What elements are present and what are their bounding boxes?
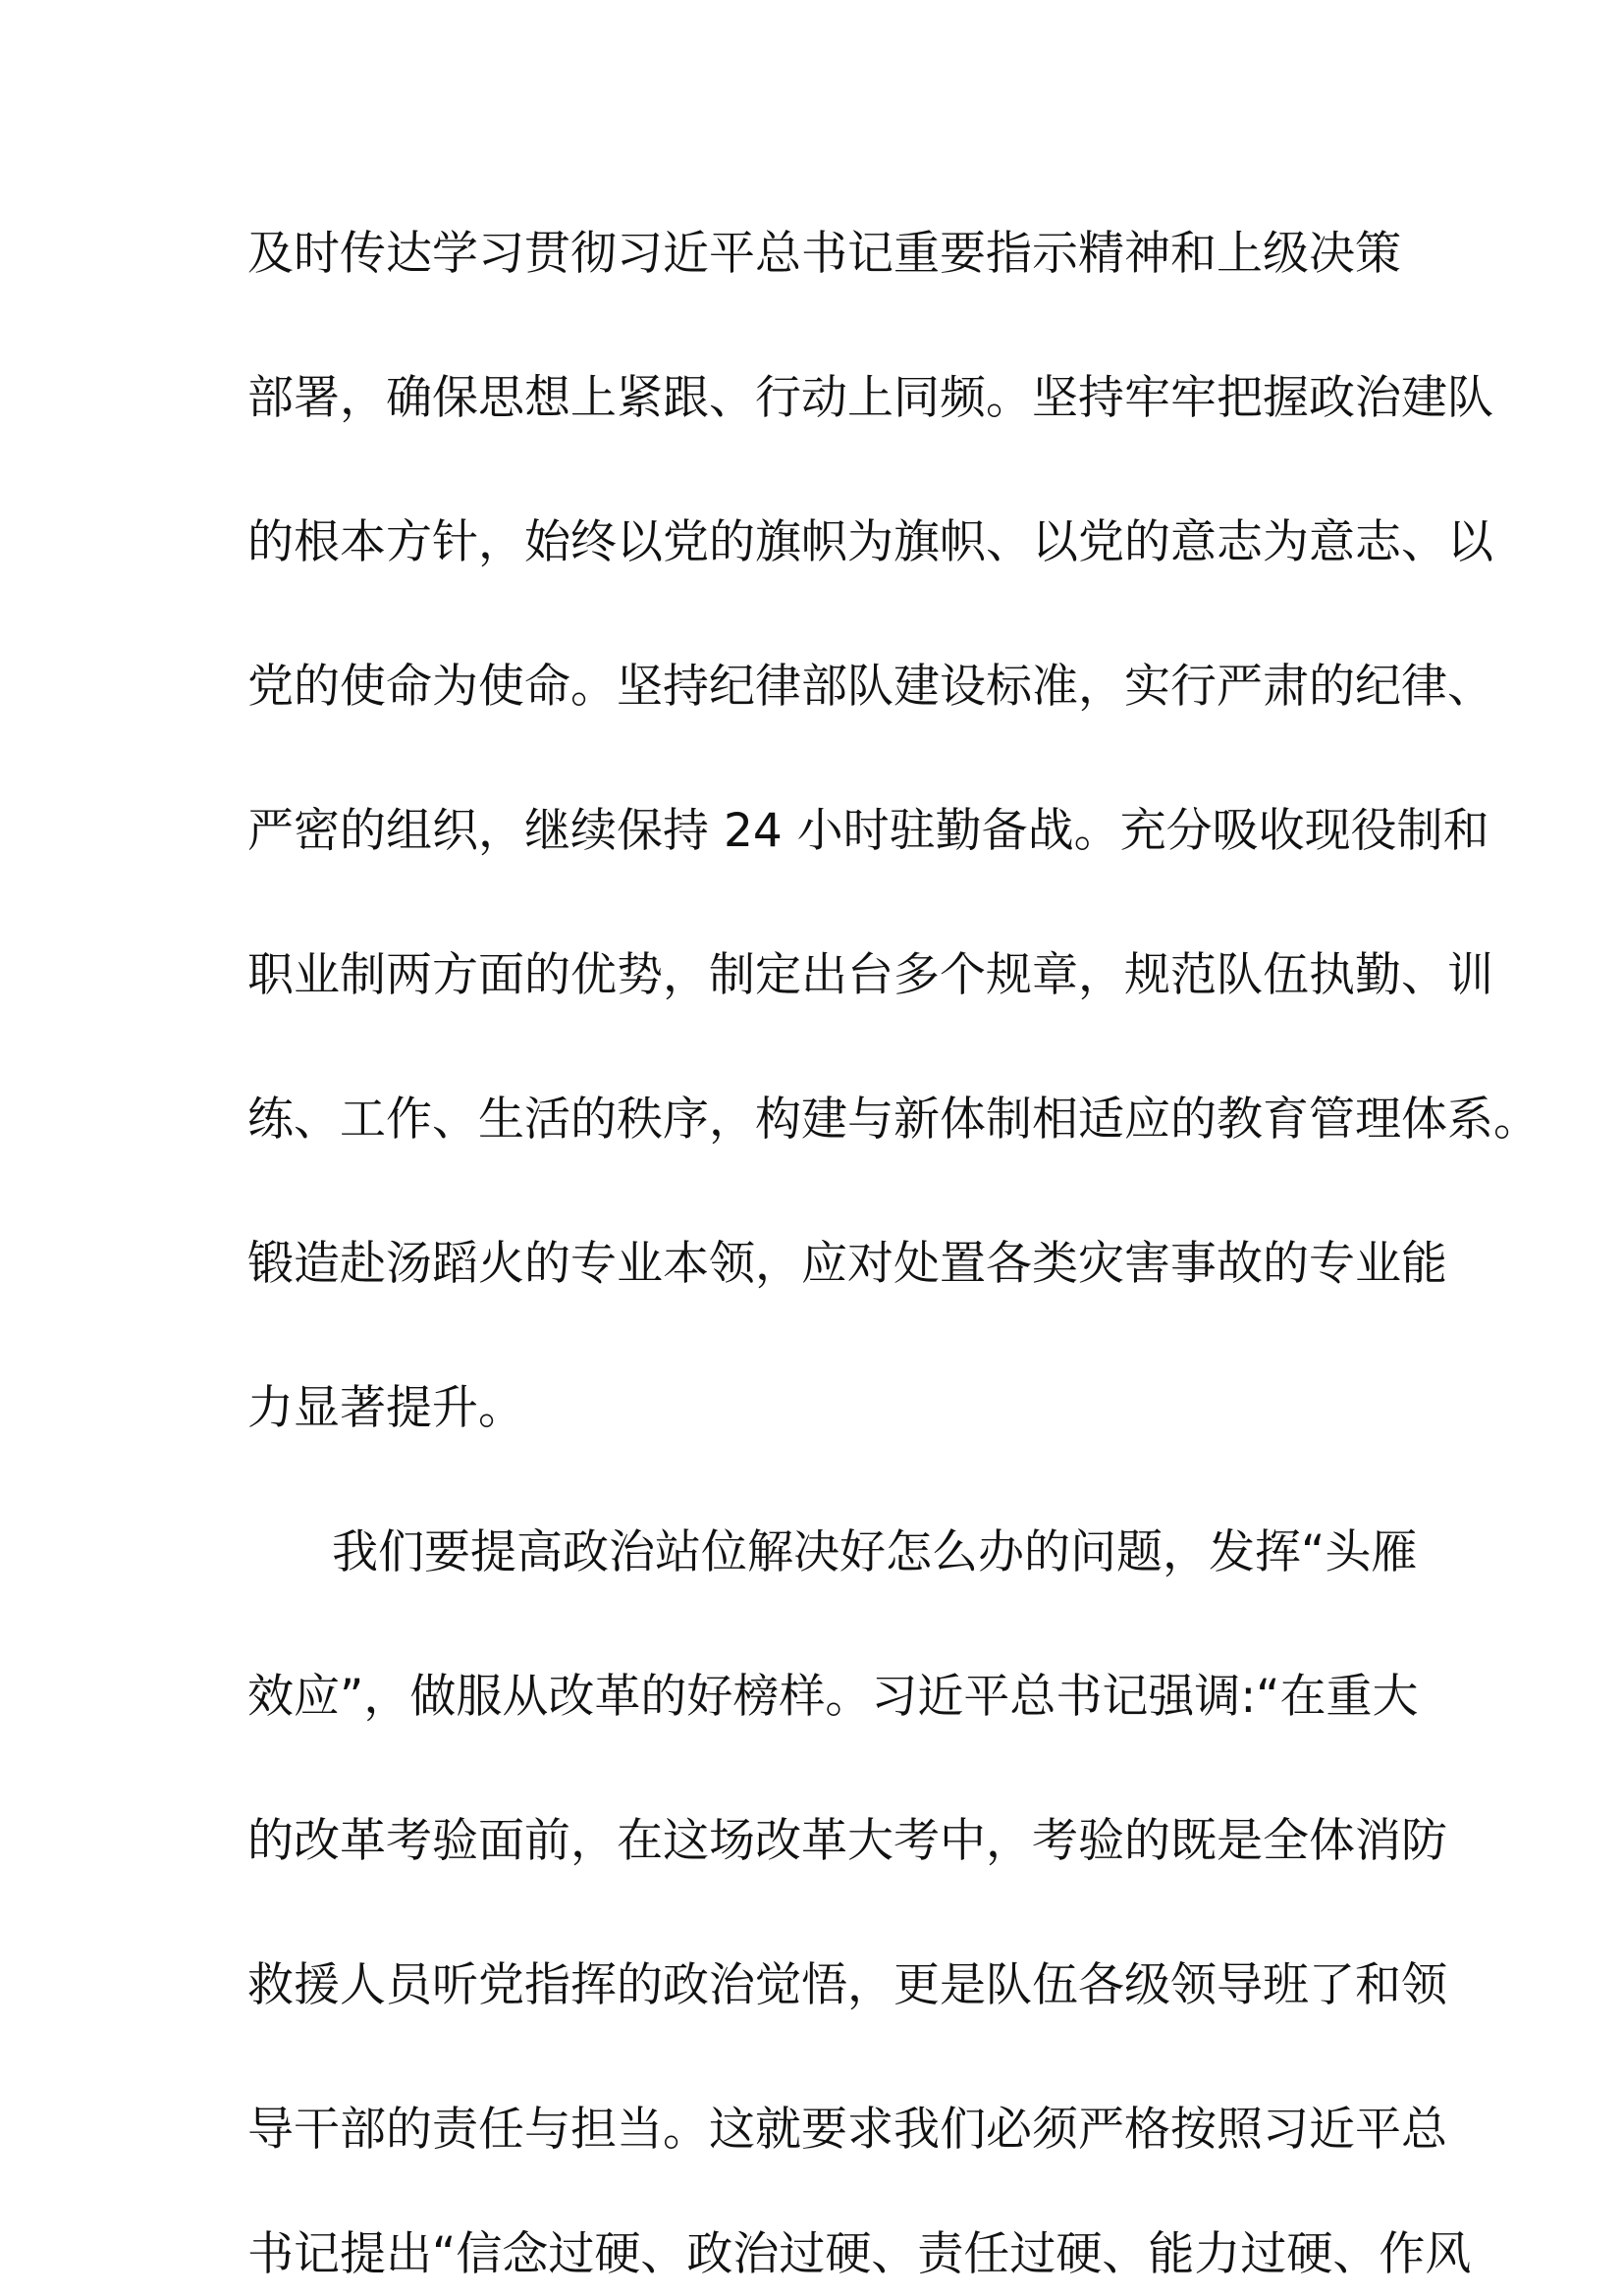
text-line-8: 锻造赴汤蹈火的专业本领，应对处置各类灾害事故的专业能	[247, 1237, 1447, 1291]
text-line-13: 救援人员听党指挥的政治觉悟，更是队伍各级领导班了和领	[247, 1958, 1447, 2012]
text-line-7: 练、工作、生活的秩序，构建与新体制相适应的教育管理体系。	[247, 1093, 1540, 1147]
text-line-10: 我们要提高政治站位解决好怎么办的问题，发挥“头雁	[332, 1525, 1418, 1579]
text-line-9: 力显著提升。	[247, 1381, 524, 1435]
text-line-6: 职业制两方面的优势，制定出台多个规章，规范队伍执勤、训	[247, 948, 1493, 1002]
text-line-4: 党的使命为使命。坚持纪律部队建设标准，实行严肃的纪律、	[247, 660, 1493, 714]
text-line-11: 效应”，做服从改革的好榜样。习近平总书记强调:“在重大	[247, 1670, 1419, 1724]
text-line-14: 导干部的责任与担当。这就要求我们必须严格按照习近平总	[247, 2103, 1447, 2157]
text-line-2: 部署，确保思想上紧跟、行动上同频。坚持牢牢把握政治建队	[247, 371, 1493, 425]
text-line-3: 的根本方针，始终以党的旗帜为旗帜、以党的意志为意志、以	[247, 515, 1493, 569]
text-line-15: 书记提出“信念过硬、政治过硬、责任过硬、能力过硬、作风	[247, 2227, 1472, 2281]
text-line-12: 的改革考验面前，在这场改革大考中，考验的既是全体消防	[247, 1814, 1447, 1868]
text-line-1: 及时传达学习贯彻习近平总书记重要指示精神和上级决策	[247, 227, 1401, 281]
text-line-5: 严密的组织，继续保持 24 小时驻勤备战。充分吸收现役制和	[247, 804, 1489, 858]
